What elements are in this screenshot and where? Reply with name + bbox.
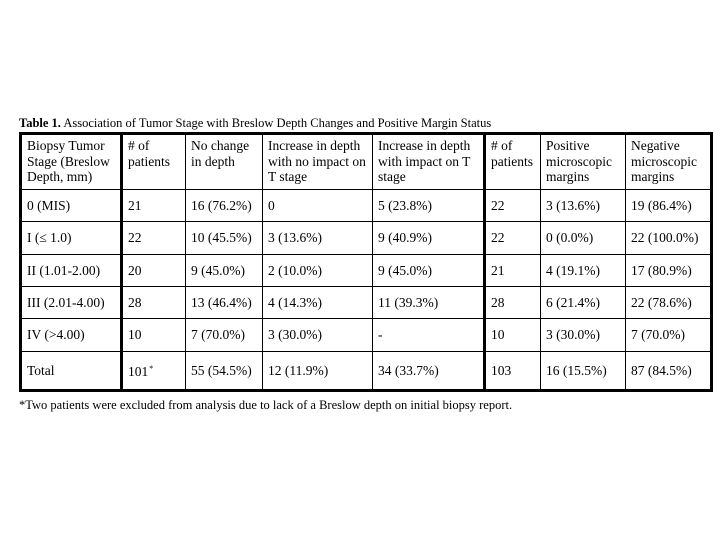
cell: 22 (100.0%)	[626, 222, 712, 254]
cell: 87 (84.5%)	[626, 351, 712, 390]
cell: 9 (40.9%)	[373, 222, 485, 254]
cell: 21	[122, 190, 186, 222]
cell: 34 (33.7%)	[373, 351, 485, 390]
cell: 4 (14.3%)	[263, 286, 373, 318]
header-patients-margins: # of patients	[485, 134, 541, 190]
cell: 16 (15.5%)	[541, 351, 626, 390]
cell: 16 (76.2%)	[186, 190, 263, 222]
cell: 28	[122, 286, 186, 318]
header-patients: # of patients	[122, 134, 186, 190]
header-increase-no-impact: Increase in depth with no impact on T stage	[263, 134, 373, 190]
cell: 7 (70.0%)	[186, 319, 263, 351]
cell: Total	[21, 351, 122, 390]
cell: 22	[122, 222, 186, 254]
table-row	[21, 319, 712, 351]
cell: 9 (45.0%)	[186, 254, 263, 286]
cell: 55 (54.5%)	[186, 351, 263, 390]
results-table	[19, 132, 713, 392]
header-negative-margins: Negative microscopic margins	[626, 134, 712, 190]
table-row	[21, 254, 712, 286]
table-label: Table 1.	[19, 116, 61, 130]
cell: 0 (0.0%)	[541, 222, 626, 254]
table-row	[21, 286, 712, 318]
cell: IV (>4.00)	[21, 319, 122, 351]
cell: I (≤ 1.0)	[21, 222, 122, 254]
cell: 17 (80.9%)	[626, 254, 712, 286]
header-stage: Biopsy Tumor Stage (Breslow Depth, mm)	[21, 134, 122, 190]
cell: 3 (30.0%)	[541, 319, 626, 351]
cell: 7 (70.0%)	[626, 319, 712, 351]
table-row	[21, 222, 712, 254]
total-patients-value: 101	[128, 364, 149, 380]
header-increase-impact: Increase in depth with impact on T stage	[373, 134, 485, 190]
table-row	[21, 190, 712, 222]
cell: 0 (MIS)	[21, 190, 122, 222]
cell: 9 (45.0%)	[373, 254, 485, 286]
cell: 3 (30.0%)	[263, 319, 373, 351]
cell: 10	[122, 319, 186, 351]
cell: 0	[263, 190, 373, 222]
cell: 3 (13.6%)	[263, 222, 373, 254]
cell-total-patients	[122, 351, 186, 390]
cell: 10	[485, 319, 541, 351]
footnote: *Two patients were excluded from analysis due to lack of a Breslow depth on initial biopsy report.	[19, 398, 513, 412]
cell: 6 (21.4%)	[541, 286, 626, 318]
cell: 21	[485, 254, 541, 286]
header-positive-margins: Positive microscopic margins	[541, 134, 626, 190]
cell: 19 (86.4%)	[626, 190, 712, 222]
header-row	[21, 134, 712, 190]
cell: 10 (45.5%)	[186, 222, 263, 254]
cell: 3 (13.6%)	[541, 190, 626, 222]
cell: 28	[485, 286, 541, 318]
cell: -	[373, 319, 485, 351]
cell: 103	[485, 351, 541, 390]
total-row	[21, 351, 712, 390]
cell: 13 (46.4%)	[186, 286, 263, 318]
cell: 11 (39.3%)	[373, 286, 485, 318]
cell: 22 (78.6%)	[626, 286, 712, 318]
cell: 20	[122, 254, 186, 286]
cell: II (1.01-2.00)	[21, 254, 122, 286]
cell: 22	[485, 222, 541, 254]
cell: 12 (11.9%)	[263, 351, 373, 390]
cell: 5 (23.8%)	[373, 190, 485, 222]
cell: III (2.01-4.00)	[21, 286, 122, 318]
header-no-change: No change in depth	[186, 134, 263, 190]
footnote-marker: *	[149, 364, 154, 374]
table-title: Association of Tumor Stage with Breslow Depth Changes and Positive Margin Status	[63, 116, 492, 130]
cell: 2 (10.0%)	[263, 254, 373, 286]
cell: 4 (19.1%)	[541, 254, 626, 286]
cell: 22	[485, 190, 541, 222]
table-caption	[19, 116, 491, 131]
